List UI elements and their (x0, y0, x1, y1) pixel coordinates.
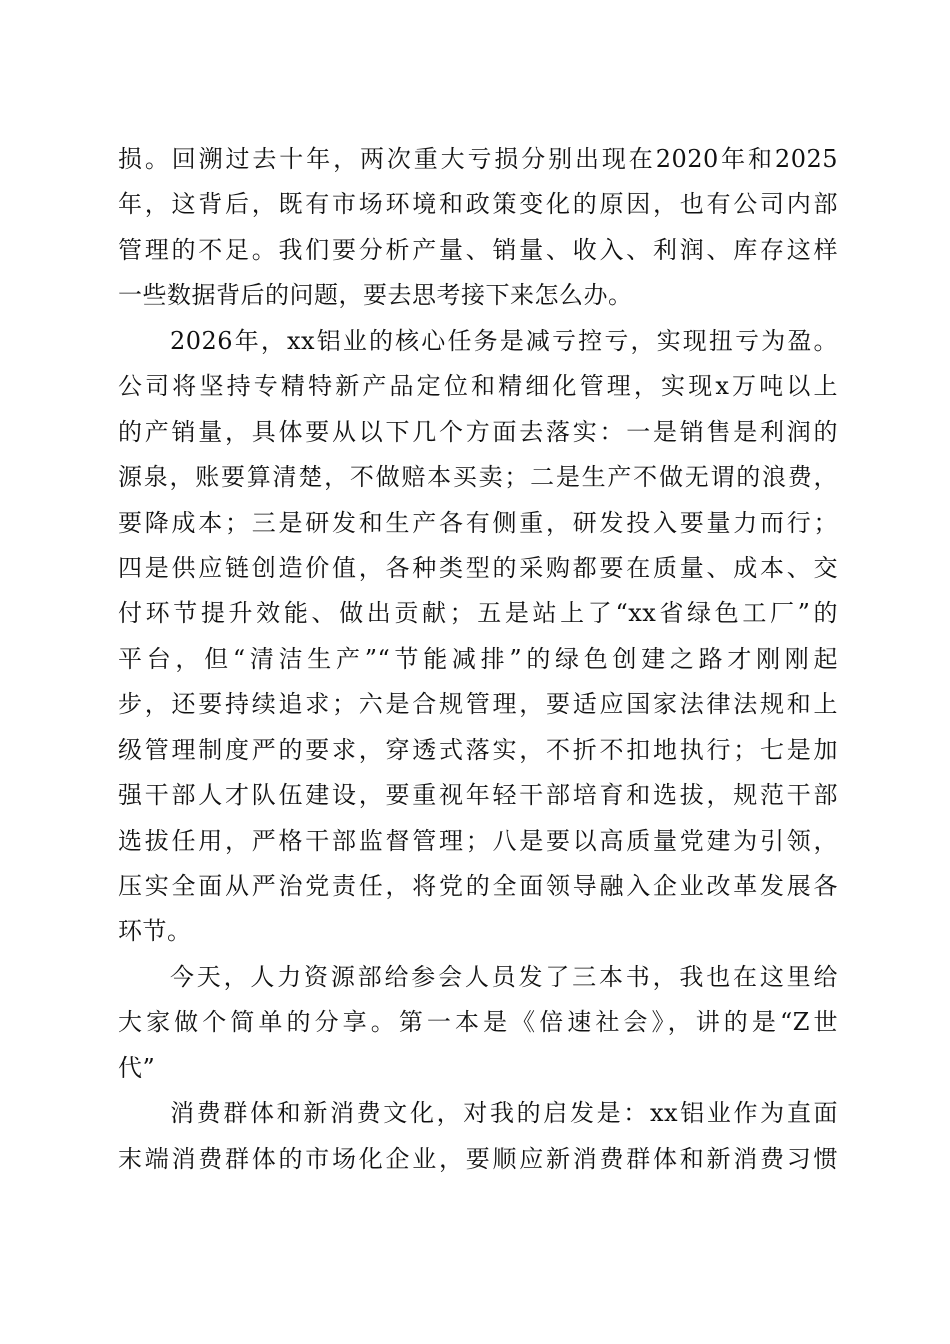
text-line: 选拔任用，严格干部监督管理；八是要以高质量党建为引领， (118, 826, 838, 855)
text-line: 年，这背后，既有市场环境和政策变化的原因，也有公司内部 (118, 190, 838, 219)
text-line: 源泉，账要算清楚，不做赔本买卖；二是生产不做无谓的浪费， (118, 463, 838, 492)
text-line: 压实全面从严治党责任，将党的全面领导融入企业改革发展各 (118, 872, 838, 900)
paragraph-1 (118, 137, 838, 319)
text-line: 今天，人力资源部给参会人员发了三本书，我也在这里给 (170, 962, 838, 991)
text-line: 步，还要持续追求；六是合规管理，要适应国家法律法规和上 (118, 690, 838, 719)
text-line: 付环节提升效能、做出贡献；五是站上了“xx省绿色工厂”的 (118, 599, 838, 628)
text-line: 公司将坚持专精特新产品定位和精细化管理，实现x万吨以上 (118, 372, 838, 401)
text-line: 环节。 (118, 917, 192, 946)
paragraph-2 (118, 319, 838, 955)
text-line: 2026年，xx铝业的核心任务是减亏控亏，实现扭亏为盈。 (170, 326, 838, 355)
text-line: 平台，但“清洁生产”“节能减排”的绿色创建之路才刚刚起 (118, 644, 838, 673)
text-line: 代” (118, 1053, 156, 1082)
text-line: 消费群体和新消费文化，对我的启发是：xx铝业作为直面 (170, 1099, 838, 1128)
text-line: 末端消费群体的市场化企业，要顺应新消费群体和新消费习惯 (118, 1144, 838, 1173)
paragraph-3 (118, 955, 838, 1091)
text-line: 强干部人才队伍建设，要重视年轻干部培育和选拔，规范干部 (118, 781, 838, 810)
text-line: 四是供应链创造价值，各种类型的采购都要在质量、成本、交 (118, 553, 838, 582)
text-line: 的产销量，具体要从以下几个方面去落实：一是销售是利润的 (118, 417, 838, 446)
document-body (118, 137, 838, 1182)
text-line: 要降成本；三是研发和生产各有侧重，研发投入要量力而行； (118, 508, 838, 537)
text-line: 损。回溯过去十年，两次重大亏损分别出现在2020年和2025 (118, 145, 838, 173)
text-line: 管理的不足。我们要分析产量、销量、收入、利润、库存这样 (118, 235, 838, 264)
text-line: 级管理制度严的要求，穿透式落实，不折不扣地执行；七是加 (118, 735, 838, 764)
paragraph-4 (118, 1091, 838, 1182)
text-line: 一些数据背后的问题，要去思考接下来怎么办。 (118, 281, 633, 310)
text-line: 大家做个简单的分享。第一本是《倍速社会》，讲的是“Z世 (118, 1008, 838, 1037)
